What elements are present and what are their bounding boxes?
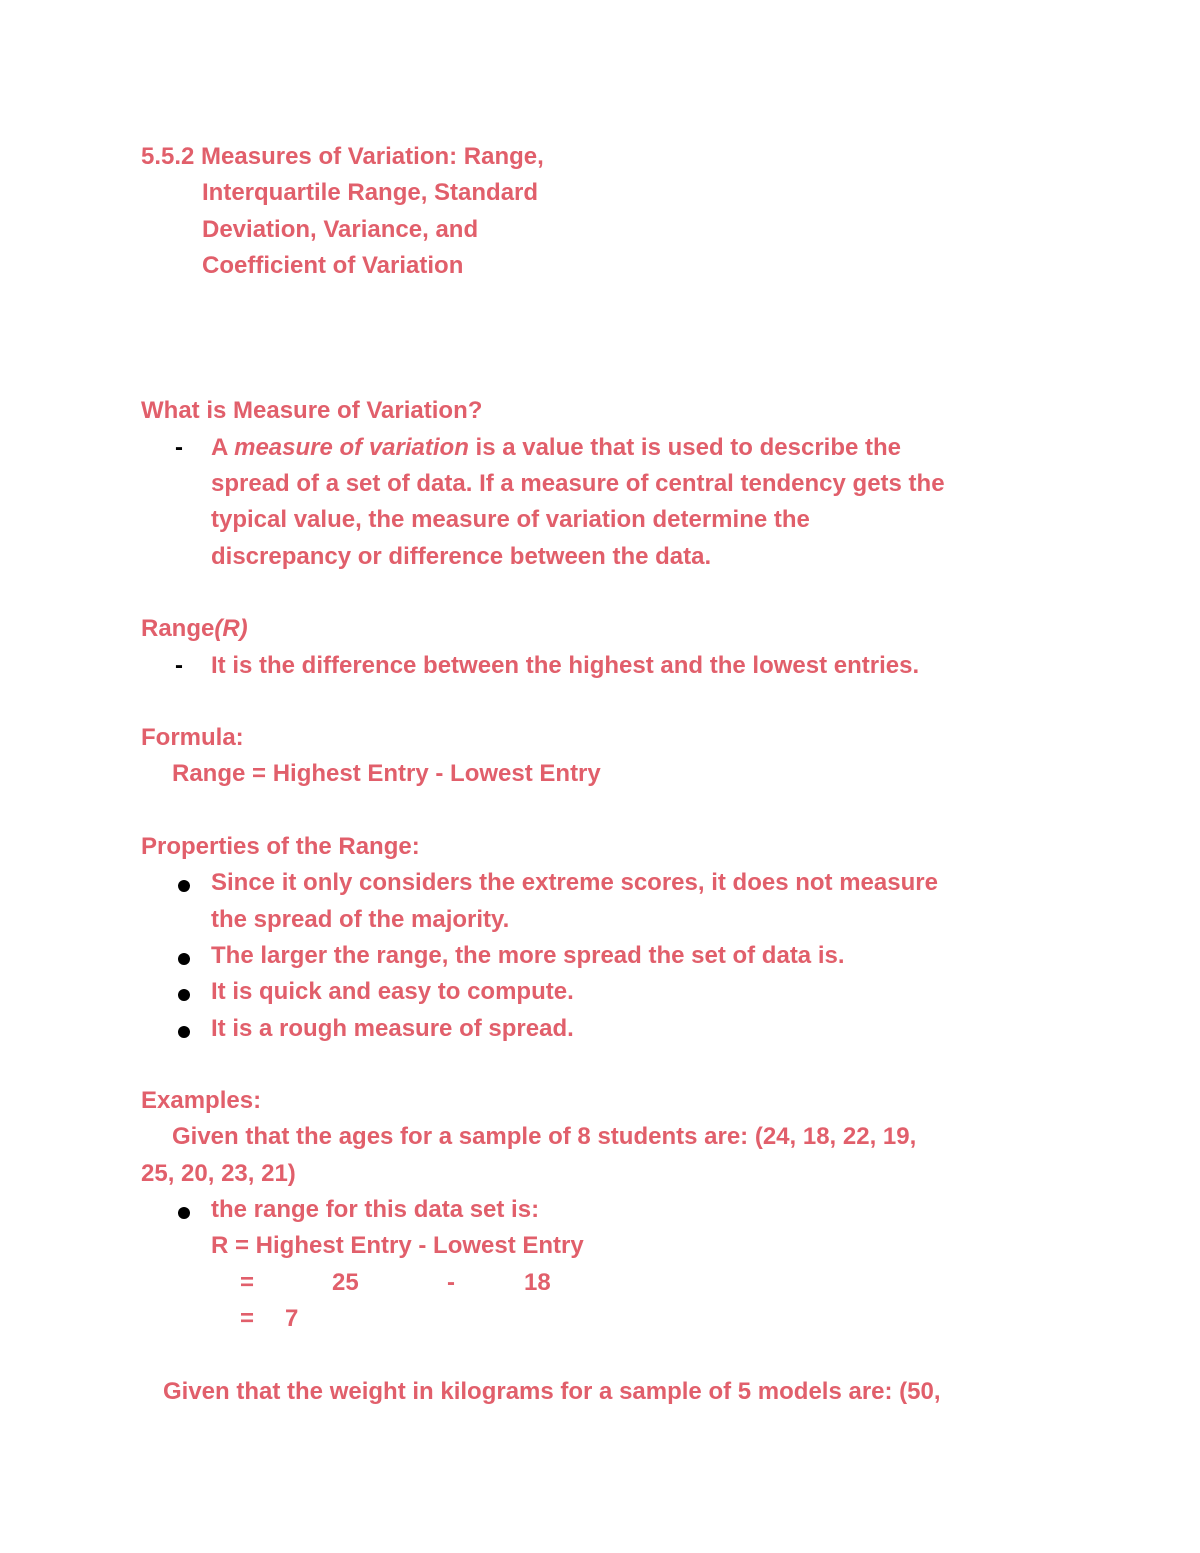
- what-is-heading: What is Measure of Variation?: [141, 397, 483, 424]
- bullet-dot: [178, 880, 190, 892]
- range-heading-symbol: (R): [214, 615, 248, 642]
- property-3: It is quick and easy to compute.: [211, 978, 574, 1005]
- dash-bullet: -: [175, 434, 183, 461]
- dash-bullet: -: [175, 652, 183, 679]
- title-line-4: Coefficient of Variation: [202, 252, 464, 279]
- title-line-2: Interquartile Range, Standard: [202, 179, 539, 206]
- example-1-line-2: 25, 20, 23, 21): [141, 1160, 296, 1187]
- what-is-text-a: A: [211, 434, 235, 461]
- properties-heading: Properties of the Range:: [141, 833, 420, 860]
- range-heading: [141, 614, 248, 644]
- example-2-line-1: Given that the weight in kilograms for a sample of 5 models are: (50,: [163, 1378, 941, 1405]
- bullet-dot: [178, 989, 190, 1001]
- title-line-1: 5.5.2 Measures of Variation: Range,: [141, 143, 544, 170]
- bullet-dot: [178, 1026, 190, 1038]
- example-bullet-text: the range for this data set is:: [211, 1196, 540, 1223]
- what-is-emphasis: measure of variation: [234, 434, 469, 461]
- formula-text: Range = Highest Entry - Lowest Entry: [172, 760, 601, 787]
- bullet-dot: [178, 1207, 190, 1219]
- title-line-3: Deviation, Variance, and: [202, 216, 479, 243]
- calc-highest: 25: [332, 1269, 359, 1296]
- property-1-line-1: Since it only considers the extreme scores, it does not measure: [211, 869, 938, 896]
- formula-heading: Formula:: [141, 724, 244, 751]
- calc-equals-2: =: [240, 1305, 255, 1332]
- what-is-text-b: is a value that is used to describe the: [468, 434, 901, 461]
- calc-line-1: R = Highest Entry - Lowest Entry: [211, 1232, 584, 1259]
- examples-heading: Examples:: [141, 1087, 262, 1114]
- example-1-line-1: Given that the ages for a sample of 8 students are: (24, 18, 22, 19,: [172, 1123, 917, 1150]
- what-is-line-1: [211, 433, 901, 463]
- property-2: The larger the range, the more spread the set of data is.: [211, 942, 845, 969]
- what-is-line-3: typical value, the measure of variation determine the: [211, 506, 810, 533]
- range-heading-text: Range: [141, 615, 215, 642]
- property-4: It is a rough measure of spread.: [211, 1015, 574, 1042]
- calc-minus: -: [447, 1269, 455, 1296]
- calc-lowest: 18: [524, 1269, 551, 1296]
- calc-equals-1: =: [240, 1269, 255, 1296]
- what-is-line-2: spread of a set of data. If a measure of central tendency gets the: [211, 470, 945, 497]
- bullet-dot: [178, 953, 190, 965]
- property-1-line-2: the spread of the majority.: [211, 906, 510, 933]
- what-is-line-4: discrepancy or difference between the data.: [211, 543, 712, 570]
- calc-result: 7: [285, 1305, 299, 1332]
- range-definition: It is the difference between the highest and the lowest entries.: [211, 652, 920, 679]
